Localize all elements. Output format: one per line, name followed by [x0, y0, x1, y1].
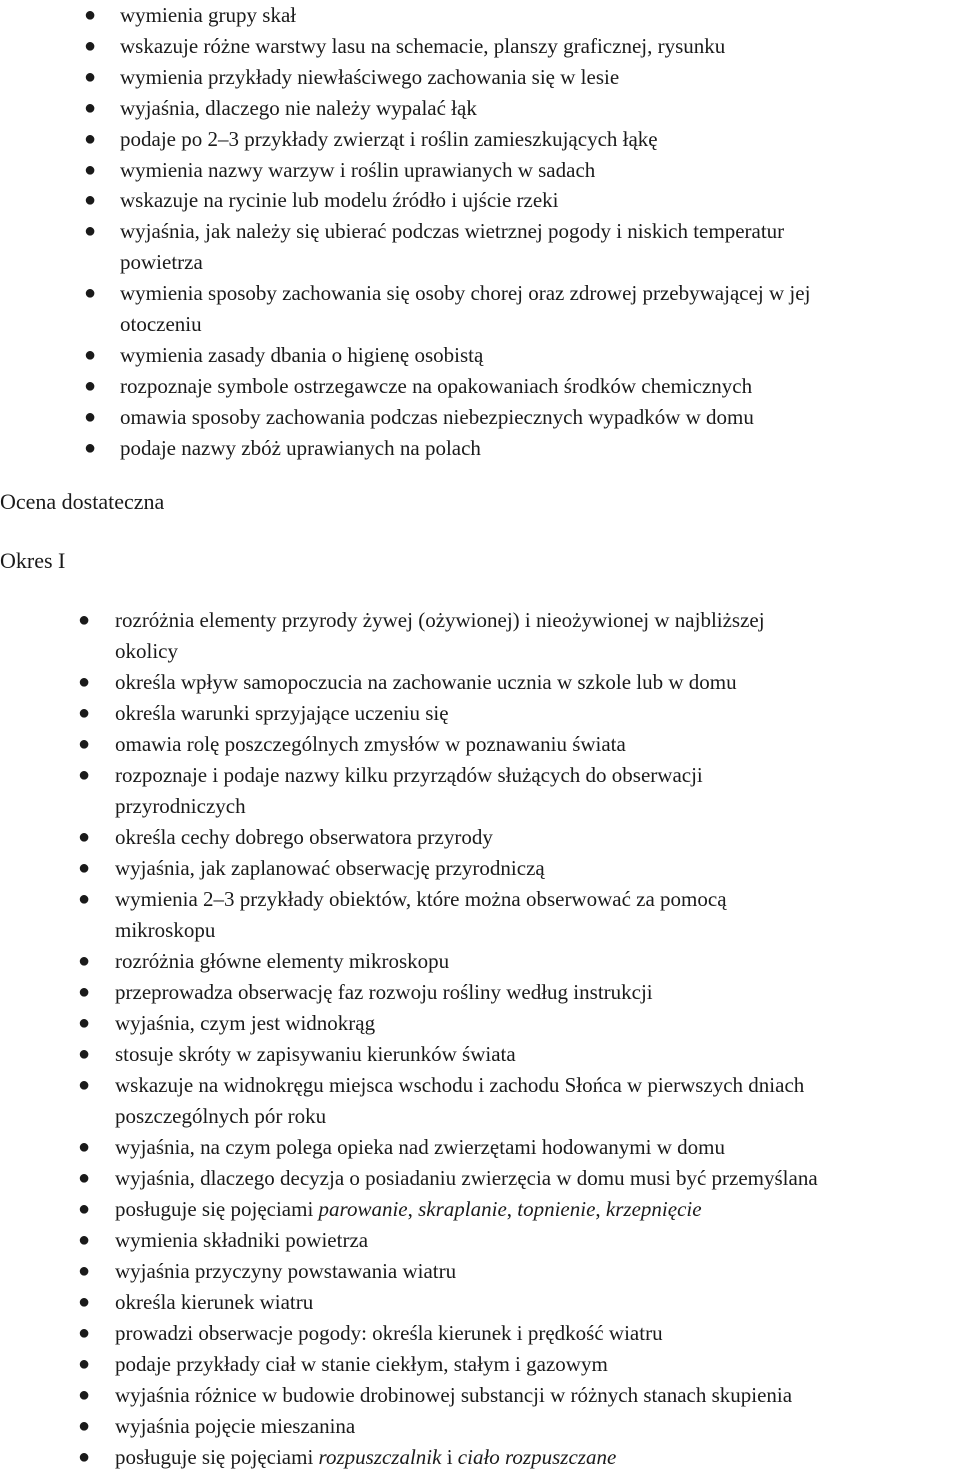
term: topnienie — [517, 1197, 596, 1221]
bullet-dot-icon: ● — [78, 1074, 91, 1096]
list-item: ● wymienia składniki powietrza — [0, 1225, 960, 1256]
list-item: ● wyjaśnia, jak zaplanować obserwację przyrodniczą — [0, 853, 960, 884]
term: rozpuszczalnik — [318, 1445, 442, 1469]
requirements-list-top — [0, 0, 960, 464]
list-item: ● wymienia zasady dbania o higienę osobistą — [0, 340, 960, 371]
bullet-dot-icon: ● — [84, 34, 97, 57]
period-heading: Okres I — [0, 548, 66, 573]
term: skraplanie — [418, 1197, 507, 1221]
list-item: ● rozpoznaje symbole ostrzegawcze na opakowaniach środków chemicznych — [0, 371, 960, 402]
bullet-dot-icon: ● — [78, 1353, 91, 1375]
bullet-dot-icon: ● — [78, 1043, 91, 1065]
list-item: ● wyjaśnia, czym jest widnokrąg — [0, 1008, 960, 1039]
bullet-dot-icon: ● — [78, 1012, 91, 1034]
list-item: ● wymienia 2–3 przykłady obiektów, które można obserwować za pomocą mikroskopu — [0, 884, 960, 946]
list-item: ● stosuje skróty w zapisywaniu kierunków świata — [0, 1039, 960, 1070]
list-item: ● wyjaśnia pojęcie mieszanina — [0, 1411, 960, 1442]
list-item: ● omawia rolę poszczególnych zmysłów w poznawaniu świata — [0, 729, 960, 760]
list-item: ● posługuje się pojęciami parowanie, skraplanie, topnienie, krzepnięcie — [0, 1194, 960, 1225]
list-item: ● rozpoznaje i podaje nazwy kilku przyrządów służących do obserwacji przyrodniczych — [0, 760, 960, 822]
list-item: ● wyjaśnia, dlaczego nie należy wypalać łąk — [0, 93, 960, 124]
list-item: ● podaje nazwy zbóż uprawianych na polach — [0, 433, 960, 464]
bullet-dot-icon: ● — [78, 1446, 91, 1468]
bullet-dot-icon: ● — [84, 436, 97, 459]
list-item: ● określa cechy dobrego obserwatora przyrody — [0, 822, 960, 853]
bullet-dot-icon: ● — [84, 282, 97, 305]
list-item: ● podaje po 2–3 przykłady zwierząt i roślin zamieszkujących łąkę — [0, 124, 960, 155]
bullet-dot-icon: ● — [84, 96, 97, 119]
bullet-dot-icon: ● — [78, 888, 91, 910]
bullet-dot-icon: ● — [84, 405, 97, 428]
requirements-list-dostateczna — [0, 605, 960, 1473]
bullet-dot-icon: ● — [78, 826, 91, 848]
bullet-dot-icon: ● — [78, 671, 91, 693]
list-item: ● określa warunki sprzyjające uczeniu się — [0, 698, 960, 729]
bullet-dot-icon: ● — [84, 4, 97, 26]
list-item: ● wskazuje na rycinie lub modelu źródło i ujście rzeki — [0, 185, 960, 216]
bullet-dot-icon: ● — [78, 1167, 91, 1189]
term: ciało rozpuszczane — [457, 1445, 617, 1469]
bullet-dot-icon: ● — [78, 609, 91, 631]
term: parowanie — [318, 1197, 408, 1221]
bullet-dot-icon: ● — [84, 127, 97, 150]
bullet-dot-icon: ● — [78, 1136, 91, 1158]
list-item: ● wyjaśnia, dlaczego decyzja o posiadaniu zwierzęcia w domu musi być przemyślana — [0, 1163, 960, 1194]
bullet-dot-icon: ● — [78, 857, 91, 879]
list-item: ● rozróżnia elementy przyrody żywej (ożywionej) i nieożywionej w najbliższej okolicy — [0, 605, 960, 667]
term: krzepnięcie — [605, 1197, 702, 1221]
bullet-dot-icon: ● — [78, 764, 91, 786]
bullet-dot-icon: ● — [78, 1229, 91, 1251]
list-item: ● określa kierunek wiatru — [0, 1287, 960, 1318]
bullet-dot-icon: ● — [78, 1384, 91, 1406]
list-item: ● wymienia przykłady niewłaściwego zachowania się w lesie — [0, 62, 960, 93]
list-item: ● wymienia grupy skał — [0, 0, 960, 31]
bullet-dot-icon: ● — [84, 158, 97, 181]
list-item: ● prowadzi obserwacje pogody: określa kierunek i prędkość wiatru — [0, 1318, 960, 1349]
grade-heading: Ocena dostateczna — [0, 489, 165, 514]
list-item: ● rozróżnia główne elementy mikroskopu — [0, 946, 960, 977]
list-item: ● przeprowadza obserwację faz rozwoju rośliny według instrukcji — [0, 977, 960, 1008]
list-item: ● wymienia nazwy warzyw i roślin uprawianych w sadach — [0, 155, 960, 186]
list-item: ● omawia sposoby zachowania podczas niebezpiecznych wypadków w domu — [0, 402, 960, 433]
bullet-dot-icon: ● — [84, 189, 97, 212]
bullet-dot-icon: ● — [78, 950, 91, 972]
bullet-dot-icon: ● — [78, 1291, 91, 1313]
bullet-dot-icon: ● — [78, 1415, 91, 1437]
list-item: ● wskazuje różne warstwy lasu na schemacie, planszy graficznej, rysunku — [0, 31, 960, 62]
bullet-dot-icon: ● — [78, 702, 91, 724]
list-item: ● określa wpływ samopoczucia na zachowanie ucznia w szkole lub w domu — [0, 667, 960, 698]
bullet-dot-icon: ● — [78, 1198, 91, 1220]
bullet-dot-icon: ● — [78, 1260, 91, 1282]
list-item: ● wyjaśnia przyczyny powstawania wiatru — [0, 1256, 960, 1287]
bullet-dot-icon: ● — [84, 343, 97, 366]
list-item: ● wyjaśnia, jak należy się ubierać podczas wietrznej pogody i niskich temperatur powietrza — [0, 216, 960, 278]
bullet-dot-icon: ● — [84, 65, 97, 88]
bullet-dot-icon: ● — [78, 1322, 91, 1344]
bullet-dot-icon: ● — [78, 981, 91, 1003]
bullet-dot-icon: ● — [84, 374, 97, 397]
list-item: ● wymienia sposoby zachowania się osoby chorej oraz zdrowej przebywającej w jej otoczeniu — [0, 278, 960, 340]
bullet-dot-icon: ● — [78, 733, 91, 755]
list-item: ● podaje przykłady ciał w stanie ciekłym, stałym i gazowym — [0, 1349, 960, 1380]
list-item: ● wskazuje na widnokręgu miejsca wschodu i zachodu Słońca w pierwszych dniach poszczególnych pór roku — [0, 1070, 960, 1132]
list-item: ● wyjaśnia różnice w budowie drobinowej substancji w różnych stanach skupienia — [0, 1380, 960, 1411]
bullet-dot-icon: ● — [84, 220, 97, 243]
list-item: ● posługuje się pojęciami rozpuszczalnik i ciało rozpuszczane — [0, 1442, 960, 1473]
list-item: ● wyjaśnia, na czym polega opieka nad zwierzętami hodowanymi w domu — [0, 1132, 960, 1163]
